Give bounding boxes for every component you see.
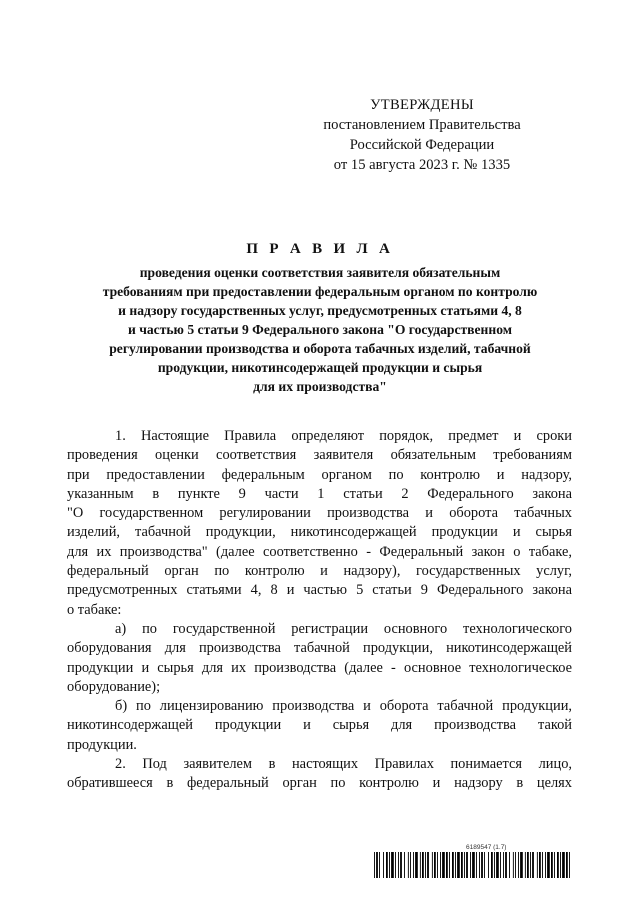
text-line: 1. Настоящие Правила определяют порядок, предмет и сроки — [115, 428, 572, 444]
subtitle-line: и надзору государственных услуг, предусмотренных статьями 4, 8 — [118, 303, 522, 318]
paragraph-1a — [67, 620, 572, 697]
text-line: б) по лицензированию производства и оборота табачной продукции, — [115, 698, 572, 715]
text-line: никотинсодержащей продукции и сырья для производства такой — [67, 717, 572, 734]
subtitle-line: для их производства" — [253, 379, 387, 394]
text-line: "О государственном регулировании производства и оборота табачных — [67, 505, 572, 522]
approval-date: от 15 августа 2023 г. № 1335 — [333, 157, 511, 173]
paragraph-2 — [67, 755, 572, 794]
text-line: продукции. — [67, 736, 137, 753]
barcode-number: 6189547 (1.7) — [466, 844, 507, 851]
text-line: при предоставлении федеральным органом по контролю и надзору, — [67, 466, 572, 483]
barcode-icon — [374, 852, 570, 878]
document-body — [67, 427, 572, 794]
subtitle-line: проведения оценки соответствия заявителя обязательным — [139, 265, 501, 280]
document-title: П Р А В И Л А — [246, 241, 394, 257]
text-line: обратившееся в федеральный орган по контролю и надзору в целях — [67, 775, 572, 792]
paragraph-1 — [67, 427, 572, 620]
approval-block — [292, 95, 552, 175]
text-line: оборудования для производства табачной продукции, никотинсодержащей — [67, 640, 572, 657]
text-line: оборудование); — [67, 678, 161, 695]
approval-heading: УТВЕРЖДЕНЫ — [370, 97, 474, 113]
subtitle-line: регулировании производства и оборота табачных изделий, табачной — [109, 341, 531, 356]
text-line: о табаке: — [67, 601, 122, 618]
document-subtitle — [70, 263, 570, 396]
text-line: а) по государственной регистрации основного технологического — [115, 620, 572, 637]
text-line: указанным в пункте 9 части 1 статьи 2 Федерального закона — [67, 485, 572, 502]
text-line: продукции и сырья для их производства (далее - основное технологическое — [67, 659, 572, 676]
subtitle-line: требованиям при предоставлении федеральным органом по контролю — [102, 284, 538, 299]
subtitle-line: и частью 5 статьи 9 Федерального закона "О государственном — [127, 322, 513, 337]
text-line: изделий, табачной продукции, никотинсодержащей продукции и сырья — [67, 524, 572, 541]
text-line: предусмотренных статьями 4, 8 и частью 5 статьи 9 Федерального закона — [67, 582, 572, 599]
text-line: федеральный орган по контролю и надзору), государственных услуг, — [67, 563, 572, 580]
text-line: проведения оценки соответствия заявителя обязательным требованиям — [67, 447, 572, 464]
subtitle-line: продукции, никотинсодержащей продукции и сырья — [157, 360, 483, 375]
paragraph-1b — [67, 697, 572, 755]
text-line: для их производства" (далее соответственно - Федеральный закон о табаке, — [67, 543, 572, 560]
approval-line: Российской Федерации — [349, 137, 495, 153]
approval-line: постановлением Правительства — [323, 117, 521, 133]
text-line: 2. Под заявителем в настоящих Правилах понимается лицо, — [115, 756, 572, 773]
